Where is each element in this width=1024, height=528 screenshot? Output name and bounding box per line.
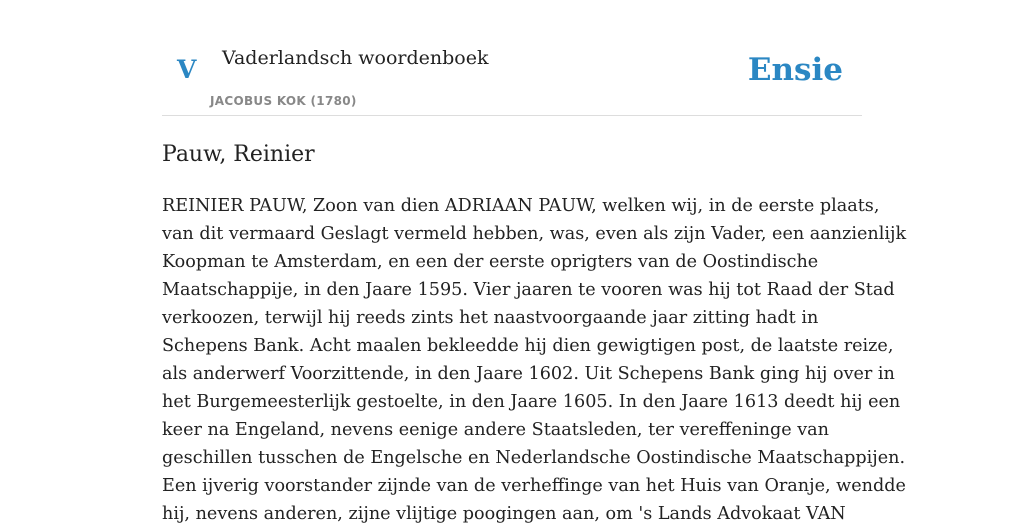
entry-line: Een ijverig voorstander zijnde van de verheffinge van het Huis van Oranje, wendde [162, 476, 906, 496]
entry-line: van dit vermaard Geslagt vermeld hebben, was, even als zijn Vader, een aanzienlijk [162, 224, 907, 244]
entry-line: Schepens Bank. Acht maalen bekleedde hij dien gewigtigen post, de laatste reize, [162, 336, 894, 356]
entry-line: geschillen tusschen de Engelsche en Nederlandsche Oostindische Maatschappijen. [162, 448, 906, 468]
header [162, 0, 862, 116]
brand-logo[interactable]: Ensie [747, 52, 843, 88]
entry-line: Koopman te Amsterdam, en een der eerste oprigters van de Oostindische [162, 252, 819, 272]
entry-line: verkoozen, terwijl hij reeds zints het naastvoorgaande jaar zitting hadt in [162, 308, 819, 328]
entry-body [162, 192, 907, 528]
book-title[interactable]: Vaderlandsch woordenboek [222, 47, 489, 69]
entry-line: het Burgemeesterlijk gestoelte, in den Jaare 1605. In den Jaare 1613 deedt hij een [162, 392, 901, 412]
book-logo[interactable]: V [177, 55, 197, 84]
entry-line: hij, nevens anderen, zijne vlijtige poogingen aan, om 's Lands Advokaat VAN [162, 504, 846, 524]
entry-line: Maatschappije, in den Jaare 1595. Vier jaaren te vooren was hij tot Raad der Stad [162, 280, 895, 300]
entry-title: Pauw, Reinier [162, 142, 315, 167]
book-author: JACOBUS KOK (1780) [210, 94, 357, 108]
entry-line: REINIER PAUW, Zoon van dien ADRIAAN PAUW, welken wij, in de eerste plaats, [162, 196, 880, 216]
entry-line: keer na Engeland, nevens eenige andere Staatsleden, ter vereffeninge van [162, 420, 829, 440]
entry-line: als anderwerf Voorzittende, in den Jaare 1602. Uit Schepens Bank ging hij over in [162, 364, 895, 384]
